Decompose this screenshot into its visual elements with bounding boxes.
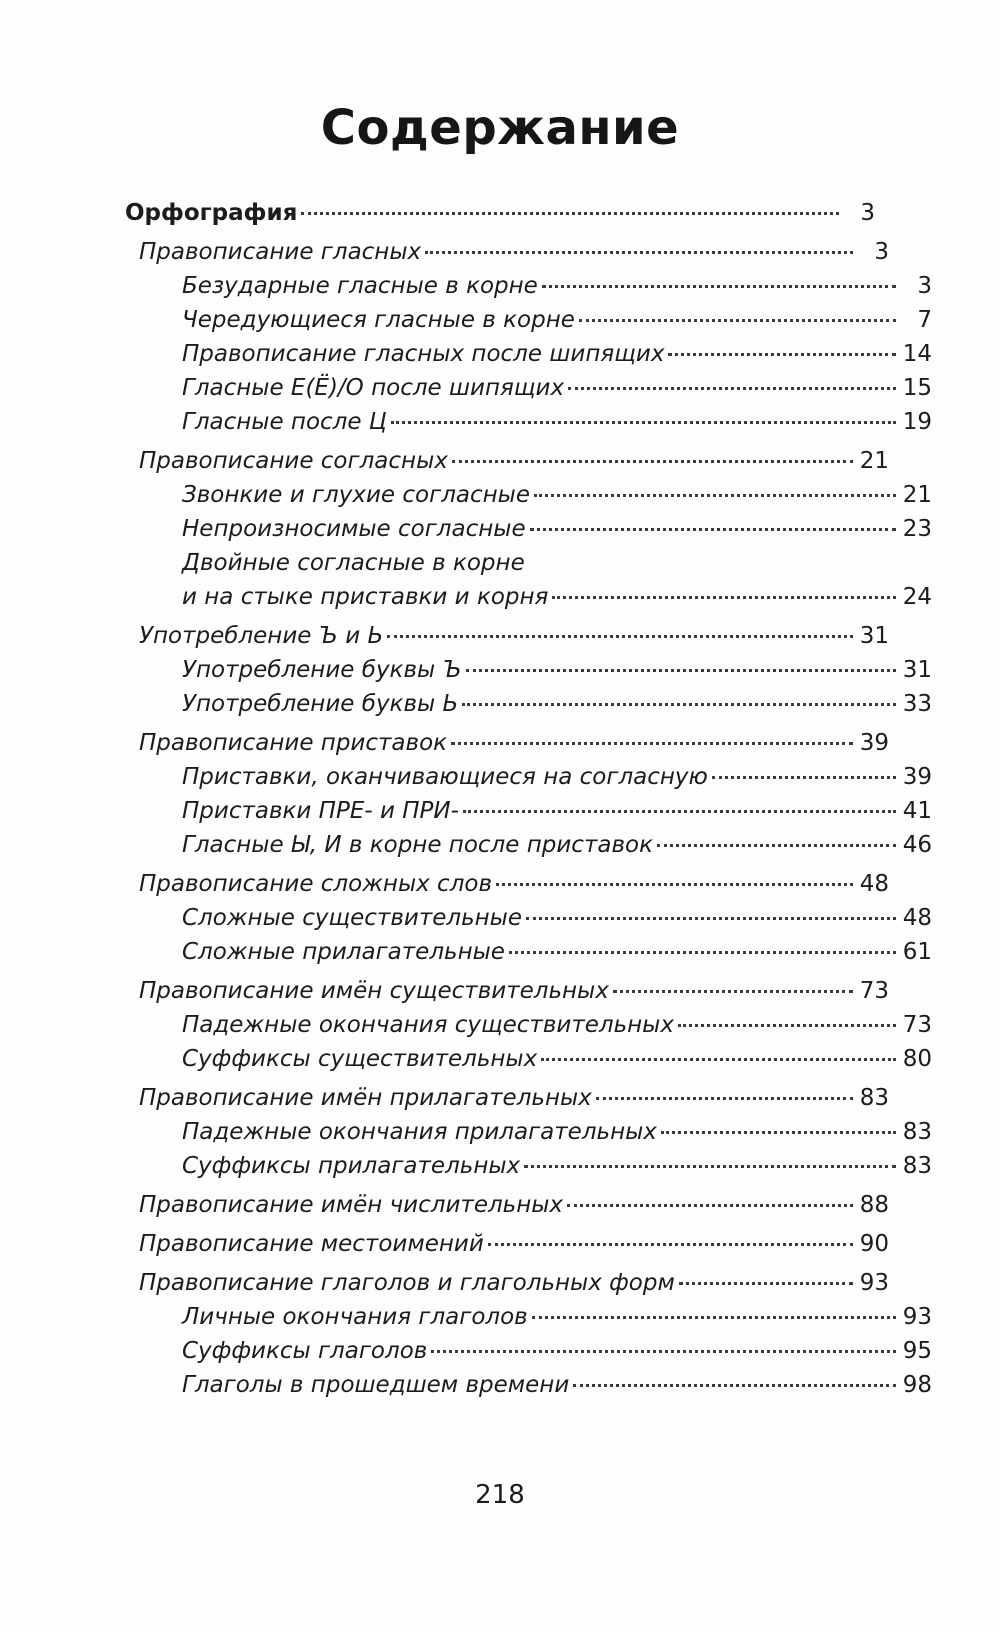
dot-leader	[534, 494, 896, 497]
dot-leader	[509, 951, 896, 954]
toc-entry-page: 48	[902, 905, 932, 931]
toc-entry-label: Суффиксы прилагательных	[182, 1153, 521, 1179]
dot-leader	[488, 1243, 853, 1246]
toc-entry-label: Правописание имён существительных	[139, 978, 609, 1004]
dot-leader	[431, 1350, 896, 1353]
toc-entry-label: Личные окончания глаголов	[182, 1304, 528, 1330]
toc-entry-page: 39	[859, 730, 889, 756]
toc-entry-subsection[interactable]	[125, 337, 932, 371]
toc-entry-page: 48	[859, 871, 889, 897]
dot-leader	[573, 1384, 896, 1387]
toc-entry-page: 98	[902, 1372, 932, 1398]
toc-entry-page: 15	[902, 375, 932, 401]
toc-entry-chapter[interactable]	[125, 444, 889, 478]
dot-leader	[712, 776, 896, 779]
toc-entry-label: и на стыке приставки и корня	[182, 584, 549, 610]
toc-entry-page: 19	[902, 409, 932, 435]
dot-leader	[524, 1165, 896, 1168]
toc-entry-subsection[interactable]	[125, 371, 932, 405]
toc-entry-subsection[interactable]	[125, 1008, 932, 1042]
toc-entry-label: Падежные окончания прилагательных	[182, 1119, 657, 1145]
dot-leader	[462, 703, 896, 706]
toc-entry-label: Правописание имён прилагательных	[139, 1085, 592, 1111]
toc-entry-label: Правописание имён числительных	[139, 1192, 564, 1218]
toc-entry-subsection[interactable]	[125, 760, 932, 794]
dot-leader	[552, 596, 896, 599]
toc-entry-label: Правописание гласных	[139, 239, 422, 265]
dot-leader	[301, 212, 839, 215]
toc-entry-label: Приставки ПРЕ- и ПРИ-	[182, 798, 459, 824]
page-number: 218	[475, 1480, 525, 1510]
toc-entry-label: Непроизносимые согласные	[182, 516, 526, 542]
toc-entry-subsection[interactable]	[125, 1042, 932, 1076]
toc-entry-page: 93	[859, 1270, 889, 1296]
toc-entry-subsection[interactable]	[125, 901, 932, 935]
toc-entry-chapter[interactable]	[125, 235, 889, 269]
toc-entry-label: Суффиксы существительных	[182, 1046, 538, 1072]
toc-entry-label: Правописание сложных слов	[139, 871, 493, 897]
toc-entry-subsection[interactable]	[125, 794, 932, 828]
page-title: Содержание	[320, 100, 680, 156]
toc-entry-page: 33	[902, 691, 932, 717]
toc-entry-chapter[interactable]	[125, 974, 889, 1008]
toc-entry-page: 83	[859, 1085, 889, 1111]
toc-entry-label: Правописание глаголов и глагольных форм	[139, 1270, 675, 1296]
toc-entry-label: Употребление буквы Ь	[182, 691, 459, 717]
toc-entry-page: 61	[902, 939, 932, 965]
toc-entry-label: Гласные Ы, И в корне после приставок	[182, 832, 653, 858]
toc-entry-chapter[interactable]	[125, 619, 889, 653]
dot-leader	[526, 917, 896, 920]
toc-entry-page: 21	[859, 448, 889, 474]
dot-leader	[678, 1024, 896, 1027]
toc-entry-subsection-line1[interactable]	[125, 546, 932, 580]
toc-entry-page: 7	[917, 307, 932, 333]
dot-leader	[466, 669, 896, 672]
toc-entry-label: Приставки, оканчивающиеся на согласную	[182, 764, 708, 790]
dot-leader	[541, 1058, 896, 1061]
toc-entry-subsection[interactable]	[125, 653, 932, 687]
toc-entry-label: Безударные гласные в корне	[182, 273, 538, 299]
dot-leader	[568, 387, 896, 390]
toc-entry-page: 46	[902, 832, 932, 858]
toc-entry-subsection[interactable]	[125, 935, 932, 969]
toc-entry-page: 39	[902, 764, 932, 790]
toc-entry-subsection[interactable]	[125, 1149, 932, 1183]
dot-leader	[530, 528, 896, 531]
toc-entry-label: Сложные прилагательные	[182, 939, 505, 965]
dot-leader	[425, 251, 853, 254]
dot-leader	[679, 1282, 853, 1285]
toc-entry-chapter[interactable]	[125, 1188, 889, 1222]
toc-entry-page: 95	[902, 1338, 932, 1364]
toc-entry-subsection[interactable]	[125, 303, 932, 337]
dot-leader	[596, 1097, 853, 1100]
dot-leader	[387, 635, 853, 638]
toc-entry-page: 31	[902, 657, 932, 683]
toc-entry-page: 3	[860, 200, 875, 226]
dot-leader	[532, 1316, 896, 1319]
toc-entry-chapter[interactable]	[125, 726, 889, 760]
toc-entry-page: 73	[902, 1012, 932, 1038]
toc-entry-label: Употребление буквы Ъ	[182, 657, 462, 683]
toc-entry-page: 41	[902, 798, 932, 824]
toc-entry-page: 24	[902, 584, 932, 610]
toc-entry-subsection[interactable]	[125, 1300, 932, 1334]
toc-entry-label: Двойные согласные в корне	[182, 550, 525, 576]
toc-entry-page: 73	[859, 978, 889, 1004]
dot-leader	[391, 421, 896, 424]
toc-entry-chapter[interactable]	[125, 867, 889, 901]
toc-entry-label: Чередующиеся гласные в корне	[182, 307, 575, 333]
toc-entry-page: 3	[917, 273, 932, 299]
toc-entry-label: Правописание гласных после шипящих	[182, 341, 665, 367]
toc-entry-page: 14	[902, 341, 932, 367]
toc-entry-page: 21	[902, 482, 932, 508]
toc-entry-label: Правописание приставок	[139, 730, 448, 756]
toc-entry-subsection-line2[interactable]	[125, 580, 932, 614]
toc-entry-subsection[interactable]	[125, 1334, 932, 1368]
dot-leader	[451, 742, 853, 745]
toc-entry-section[interactable]	[125, 196, 875, 230]
toc-entry-chapter[interactable]	[125, 1081, 889, 1115]
toc-entry-page: 93	[902, 1304, 932, 1330]
dot-leader	[613, 990, 853, 993]
dot-leader	[567, 1204, 853, 1207]
toc-entry-label: Правописание местоимений	[139, 1231, 484, 1257]
dot-leader	[668, 353, 896, 356]
toc-entry-page: 31	[859, 623, 889, 649]
toc-entry-label: Глаголы в прошедшем времени	[182, 1372, 570, 1398]
toc-entry-subsection[interactable]	[125, 687, 932, 721]
toc-entry-subsection[interactable]	[125, 1368, 932, 1402]
toc-entry-page: 3	[874, 239, 889, 265]
toc-entry-label: Звонкие и глухие согласные	[182, 482, 530, 508]
dot-leader	[496, 883, 853, 886]
toc-entry-subsection[interactable]	[125, 405, 932, 439]
toc-entry-label: Употребление Ъ и Ь	[139, 623, 384, 649]
toc-entry-subsection[interactable]	[125, 512, 932, 546]
toc-entry-label: Гласные после Ц	[182, 409, 387, 435]
toc-entry-subsection[interactable]	[125, 828, 932, 862]
dot-leader	[579, 319, 896, 322]
toc-entry-label: Суффиксы глаголов	[182, 1338, 428, 1364]
toc-entry-subsection[interactable]	[125, 478, 932, 512]
toc-entry-chapter[interactable]	[125, 1266, 889, 1300]
dot-leader	[463, 810, 896, 813]
toc-entry-page: 83	[902, 1153, 932, 1179]
toc-entry-page: 90	[859, 1231, 889, 1257]
dot-leader	[542, 285, 896, 288]
toc-entry-label: Правописание согласных	[139, 448, 448, 474]
toc-entry-page: 23	[902, 516, 932, 542]
toc-entry-label: Орфография	[125, 200, 298, 226]
toc-entry-subsection[interactable]	[125, 269, 932, 303]
dot-leader	[452, 460, 853, 463]
toc-entry-page: 83	[902, 1119, 932, 1145]
toc-entry-chapter[interactable]	[125, 1227, 889, 1261]
toc-entry-page: 80	[902, 1046, 932, 1072]
toc-entry-subsection[interactable]	[125, 1115, 932, 1149]
dot-leader	[661, 1131, 896, 1134]
toc-entry-page: 88	[859, 1192, 889, 1218]
toc-entry-label: Падежные окончания существительных	[182, 1012, 674, 1038]
toc-entry-label: Сложные существительные	[182, 905, 522, 931]
dot-leader	[657, 844, 896, 847]
toc-entry-label: Гласные Е(Ё)/О после шипящих	[182, 375, 565, 401]
